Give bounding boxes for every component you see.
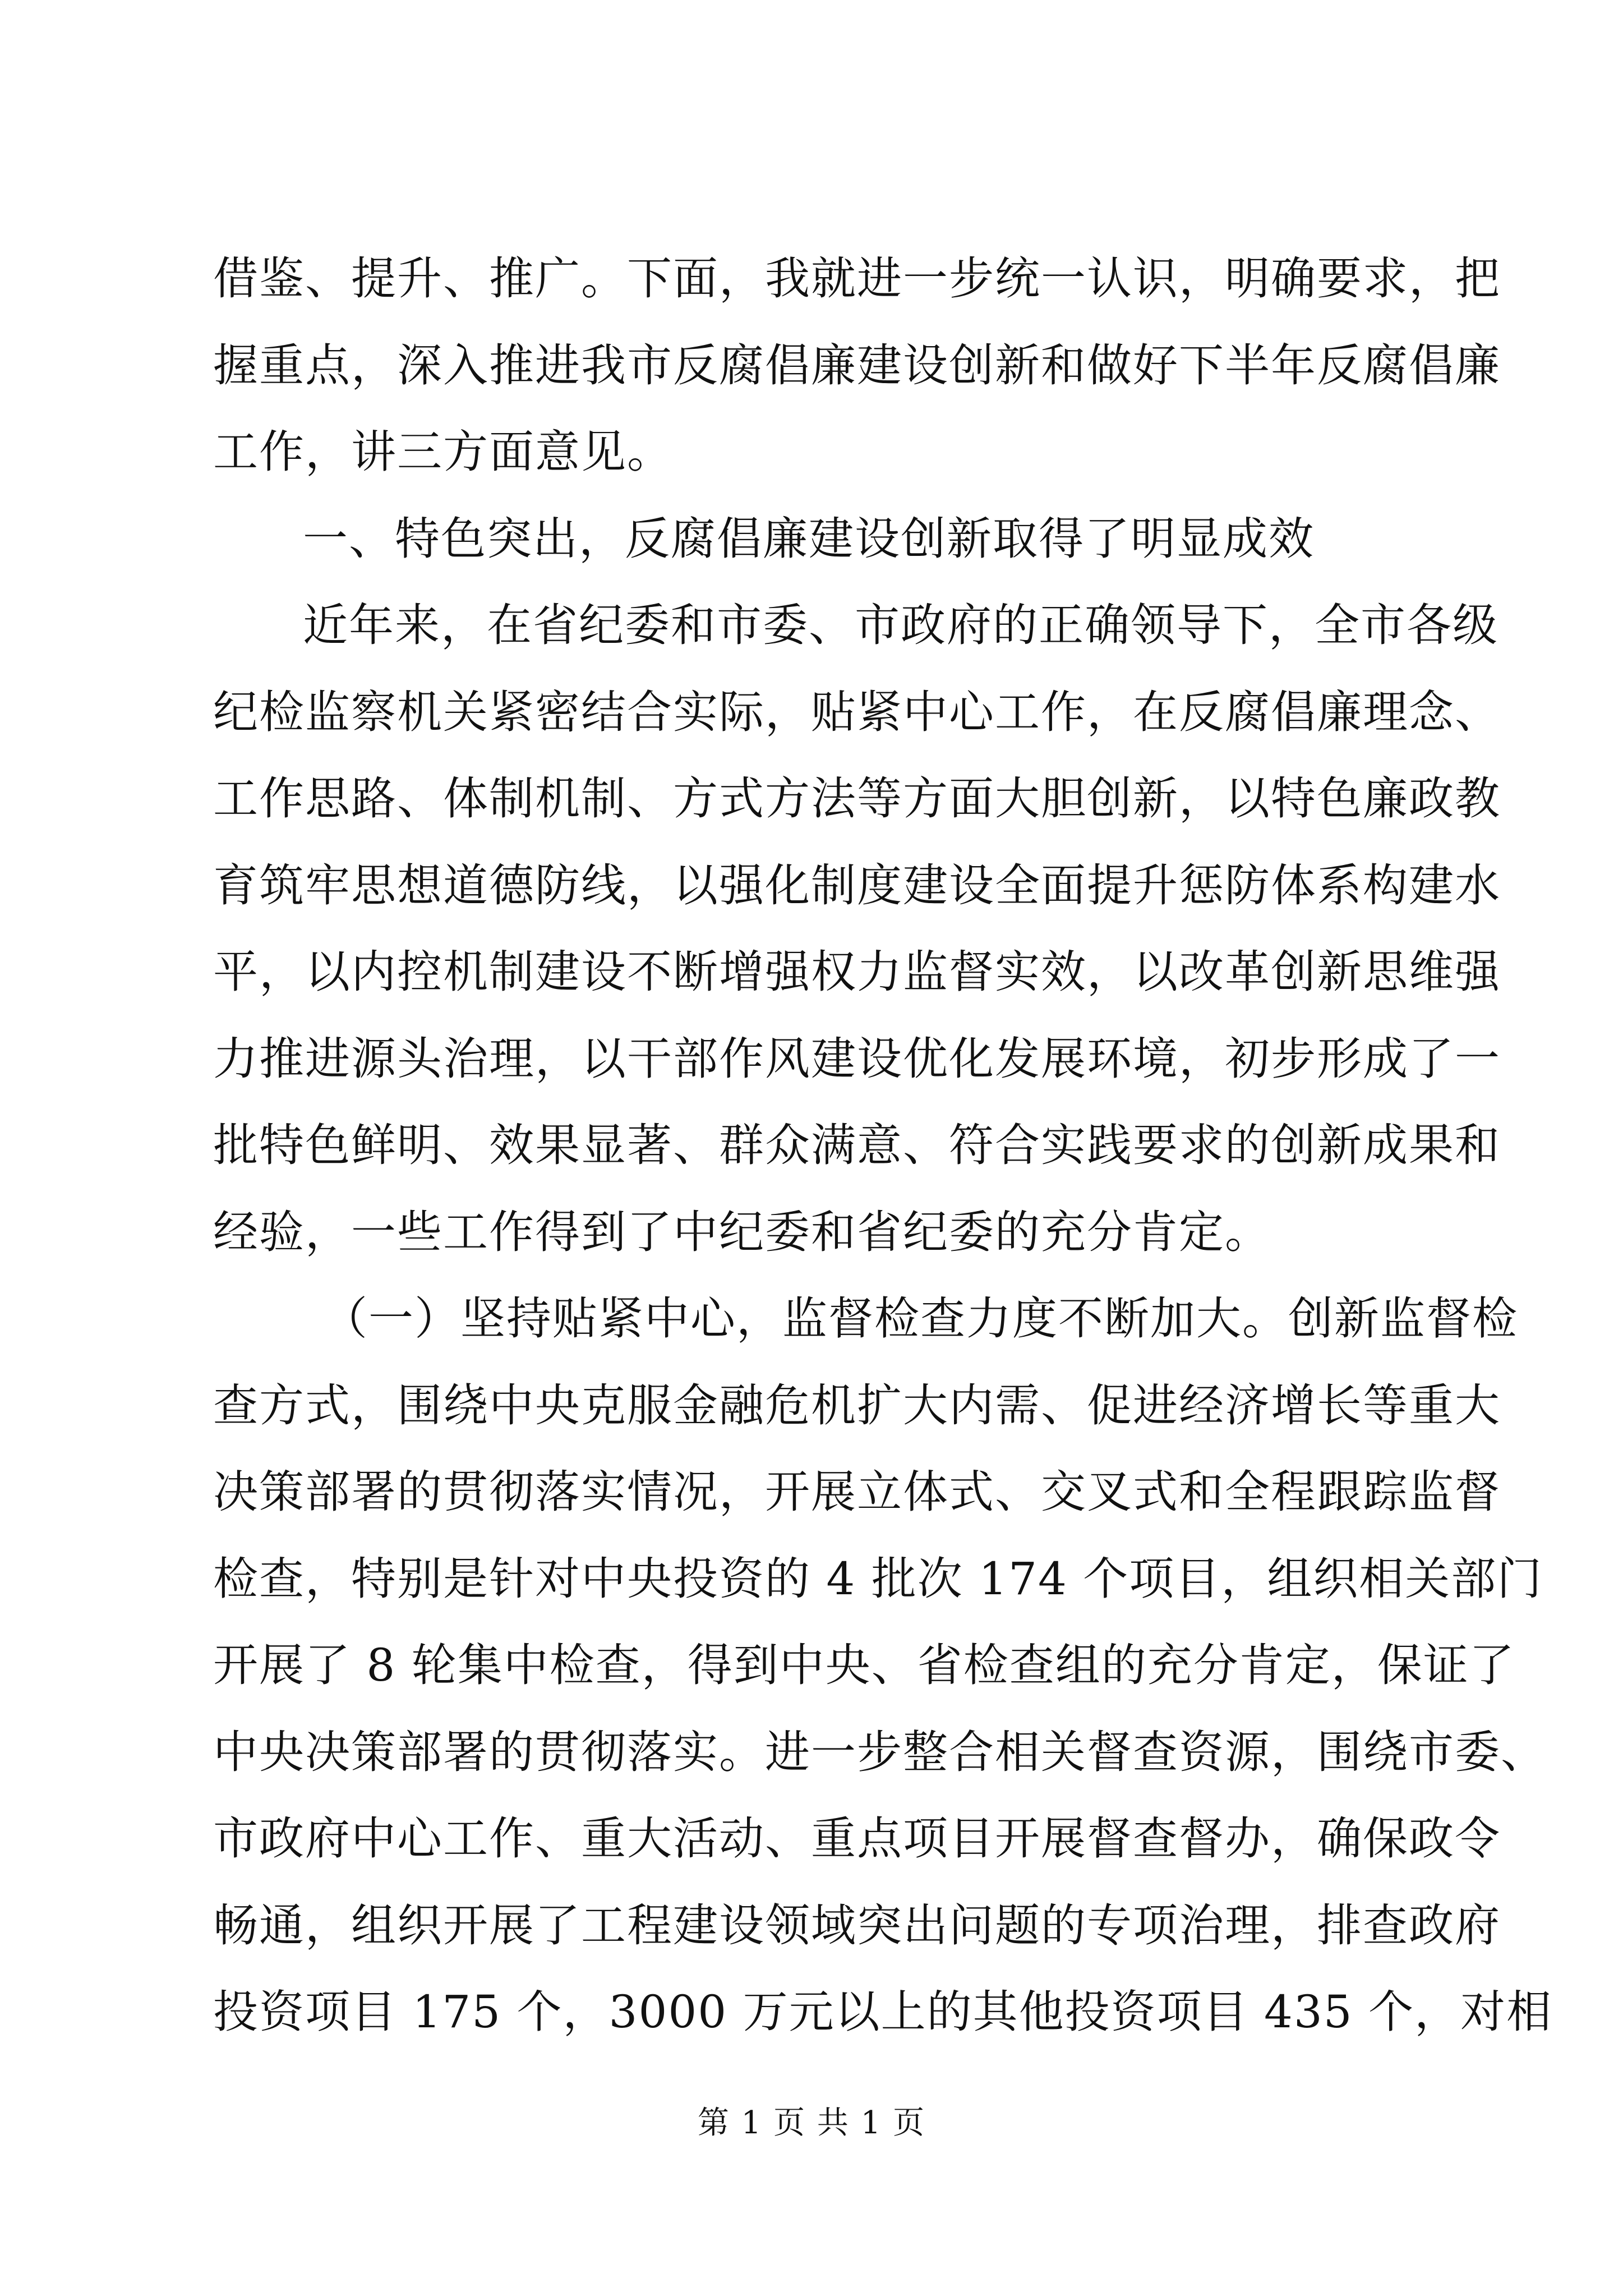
text-line: 批特色鲜明、效果显著、群众满意、符合实践要求的创新成果和 [213, 1119, 1501, 1171]
text-line: 市政府中心工作、重大活动、重点项目开展督查督办，确保政令 [213, 1812, 1501, 1865]
text-line: 平，以内控机制建设不断增强权力监督实效，以改革创新思维强 [213, 946, 1501, 998]
text-line: 检查，特别是针对中央投资的 4 批次 174 个项目，组织相关部门 [213, 1552, 1543, 1605]
paragraph-first-line: 近年来，在省纪委和市委、市政府的正确领导下，全市各级 [303, 599, 1498, 651]
text-line: 中央决策部署的贯彻落实。进一步整合相关督查资源，围绕市委、 [213, 1726, 1547, 1778]
text-line: 开展了 8 轮集中检查，得到中央、省检查组的充分肯定，保证了 [213, 1639, 1515, 1691]
page-footer: 第 1 页 共 1 页 [697, 2105, 926, 2141]
text-line: 投资项目 175 个，3000 万元以上的其他投资项目 435 个，对相 [213, 1986, 1553, 2038]
text-line: 工作，讲三方面意见。 [213, 426, 673, 478]
text-line: 查方式，围绕中央克服金融危机扩大内需、促进经济增长等重大 [213, 1379, 1501, 1432]
text-line: 力推进源头治理，以干部作风建设优化发展环境，初步形成了一 [213, 1032, 1501, 1085]
text-line: 握重点，深入推进我市反腐倡廉建设创新和做好下半年反腐倡廉 [213, 339, 1501, 392]
subsection-first-line: （一）坚持贴紧中心，监督检查力度不断加大。创新监督检 [322, 1292, 1518, 1345]
text-line: 畅通，组织开展了工程建设领域突出问题的专项治理，排查政府 [213, 1899, 1501, 1952]
text-line: 经验，一些工作得到了中纪委和省纪委的充分肯定。 [213, 1205, 1271, 1258]
section-heading: 一、特色突出，反腐倡廉建设创新取得了明显成效 [303, 512, 1315, 565]
text-line: 育筑牢思想道德防线，以强化制度建设全面提升惩防体系构建水 [213, 859, 1501, 912]
text-line: 纪检监察机关紧密结合实际，贴紧中心工作，在反腐倡廉理念、 [213, 685, 1501, 738]
document-body [213, 236, 1553, 2056]
text-line: 借鉴、提升、推广。下面，我就进一步统一认识，明确要求，把 [213, 252, 1501, 305]
text-line: 工作思路、体制机制、方式方法等方面大胆创新，以特色廉政教 [213, 772, 1501, 825]
text-line: 决策部署的贯彻落实情况，开展立体式、交叉式和全程跟踪监督 [213, 1466, 1501, 1518]
